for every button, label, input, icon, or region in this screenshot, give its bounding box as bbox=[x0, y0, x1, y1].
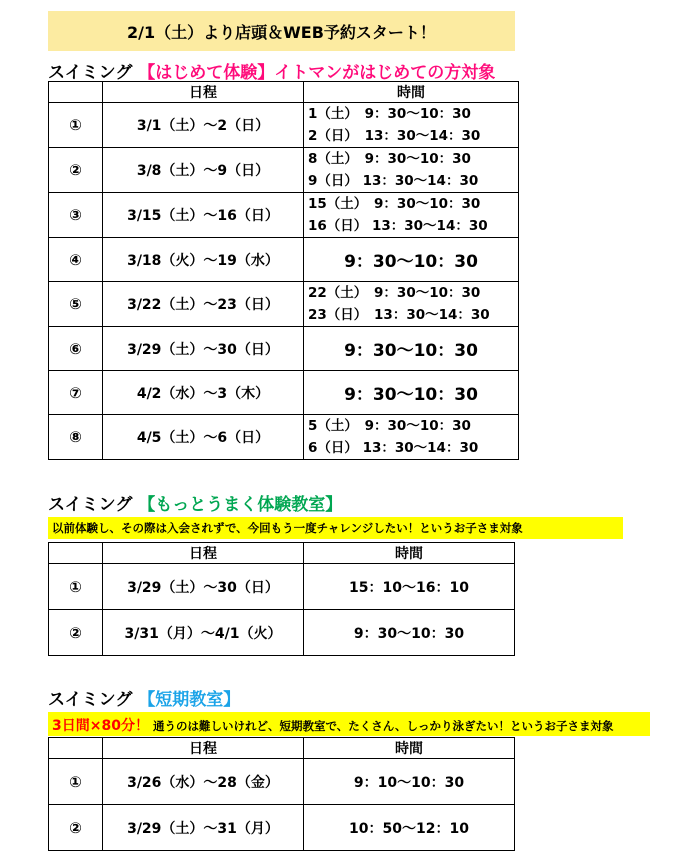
row-time bbox=[304, 371, 519, 415]
section2-heading-accent: 【もっとうまく体験教室】 bbox=[138, 495, 343, 515]
row-number: ② bbox=[49, 805, 103, 851]
row-date: 4/5（土）～6（日） bbox=[103, 415, 304, 460]
row-number: ② bbox=[49, 148, 103, 193]
time-line: 6（日） 13：30～14：30 bbox=[308, 440, 479, 456]
header-time: 時間 bbox=[304, 82, 519, 103]
time-line: 9：30～10：30 bbox=[344, 252, 478, 272]
row-time: 15：10～16：10 bbox=[304, 564, 515, 610]
section2-target-note: 以前体験し、その際は入会されずで、今回もう一度チャレンジしたい！というお子さま対象 bbox=[48, 517, 623, 539]
time-line: 23（日） 13：30～14：30 bbox=[308, 307, 490, 323]
table-row bbox=[49, 327, 519, 371]
section3-target-note bbox=[48, 712, 650, 736]
time-line: 22（土） 9：30～10：30 bbox=[308, 285, 481, 301]
row-number: ⑤ bbox=[49, 282, 103, 327]
header-no bbox=[49, 543, 103, 564]
table-row bbox=[49, 610, 515, 656]
row-time bbox=[304, 103, 519, 148]
header-date: 日程 bbox=[103, 543, 304, 564]
row-date: 3/29（土）～31（月） bbox=[103, 805, 304, 851]
time-line: 15（土） 9：30～10：30 bbox=[308, 196, 481, 212]
table-row bbox=[49, 759, 515, 805]
row-time: 9：10～10：30 bbox=[304, 759, 515, 805]
table-row bbox=[49, 415, 519, 460]
section2-heading bbox=[48, 490, 342, 515]
row-time bbox=[304, 282, 519, 327]
time-line: 5（土） 9：30～10：30 bbox=[308, 418, 471, 434]
table-row bbox=[49, 148, 519, 193]
row-time bbox=[304, 238, 519, 282]
row-date: 3/1（土）～2（日） bbox=[103, 103, 304, 148]
time-line: 9：30～10：30 bbox=[344, 341, 478, 361]
row-number: ② bbox=[49, 610, 103, 656]
section2-heading-main: スイミング bbox=[48, 495, 133, 515]
row-time bbox=[304, 193, 519, 238]
header-date: 日程 bbox=[103, 82, 304, 103]
header-no bbox=[49, 82, 103, 103]
table-header-row bbox=[49, 543, 515, 564]
header-date: 日程 bbox=[103, 738, 304, 759]
row-number: ⑦ bbox=[49, 371, 103, 415]
row-date: 3/26（水）～28（金） bbox=[103, 759, 304, 805]
time-line: 9（日） 13：30～14：30 bbox=[308, 173, 479, 189]
table-row bbox=[49, 193, 519, 238]
row-time: 10：50～12：10 bbox=[304, 805, 515, 851]
section1-heading-accent: 【はじめて体験】イトマンがはじめての方対象 bbox=[138, 63, 496, 83]
section3-heading-main: スイミング bbox=[48, 690, 133, 710]
row-date: 3/18（火）～19（水） bbox=[103, 238, 304, 282]
section3-target-text: 通うのは難しいけれど、短期教室で、たくさん、しっかり泳ぎたい！というお子さま対象 bbox=[152, 719, 614, 733]
row-date: 3/29（土）～30（日） bbox=[103, 564, 304, 610]
row-number: ① bbox=[49, 759, 103, 805]
header-no bbox=[49, 738, 103, 759]
header-time: 時間 bbox=[304, 543, 515, 564]
table-row bbox=[49, 564, 515, 610]
table-row bbox=[49, 282, 519, 327]
section3-heading-accent: 【短期教室】 bbox=[138, 690, 241, 710]
row-time bbox=[304, 327, 519, 371]
header-time: 時間 bbox=[304, 738, 515, 759]
table-row bbox=[49, 103, 519, 148]
row-date: 3/31（月）～4/1（火） bbox=[103, 610, 304, 656]
row-number: ① bbox=[49, 103, 103, 148]
row-number: ⑥ bbox=[49, 327, 103, 371]
table-header-row bbox=[49, 738, 515, 759]
row-number: ① bbox=[49, 564, 103, 610]
section1-heading bbox=[48, 58, 495, 83]
row-number: ④ bbox=[49, 238, 103, 282]
table-row bbox=[49, 371, 519, 415]
row-date: 3/15（土）～16（日） bbox=[103, 193, 304, 238]
section1-heading-main: スイミング bbox=[48, 63, 133, 83]
section2-schedule-table bbox=[48, 542, 515, 656]
section3-schedule-table bbox=[48, 737, 515, 851]
row-time bbox=[304, 148, 519, 193]
section3-duration-highlight: 3日間×80分！ bbox=[52, 718, 149, 734]
time-line: 9：30～10：30 bbox=[344, 385, 478, 405]
time-line: 16（日） 13：30～14：30 bbox=[308, 218, 488, 234]
reservation-start-banner: 2/1（土）より店頭＆WEB予約スタート！ bbox=[48, 11, 515, 51]
row-time: 9：30～10：30 bbox=[304, 610, 515, 656]
time-line: 2（日） 13：30～14：30 bbox=[308, 128, 481, 144]
row-number: ③ bbox=[49, 193, 103, 238]
time-line: 8（土） 9：30～10：30 bbox=[308, 151, 471, 167]
row-date: 4/2（水）～3（木） bbox=[103, 371, 304, 415]
row-date: 3/22（土）～23（日） bbox=[103, 282, 304, 327]
section1-schedule-table bbox=[48, 81, 519, 460]
time-line: 1（土） 9：30～10：30 bbox=[308, 106, 471, 122]
table-row bbox=[49, 238, 519, 282]
row-time bbox=[304, 415, 519, 460]
row-number: ⑧ bbox=[49, 415, 103, 460]
row-date: 3/8（土）～9（日） bbox=[103, 148, 304, 193]
section3-heading bbox=[48, 685, 240, 710]
table-header-row bbox=[49, 82, 519, 103]
table-row bbox=[49, 805, 515, 851]
row-date: 3/29（土）～30（日） bbox=[103, 327, 304, 371]
